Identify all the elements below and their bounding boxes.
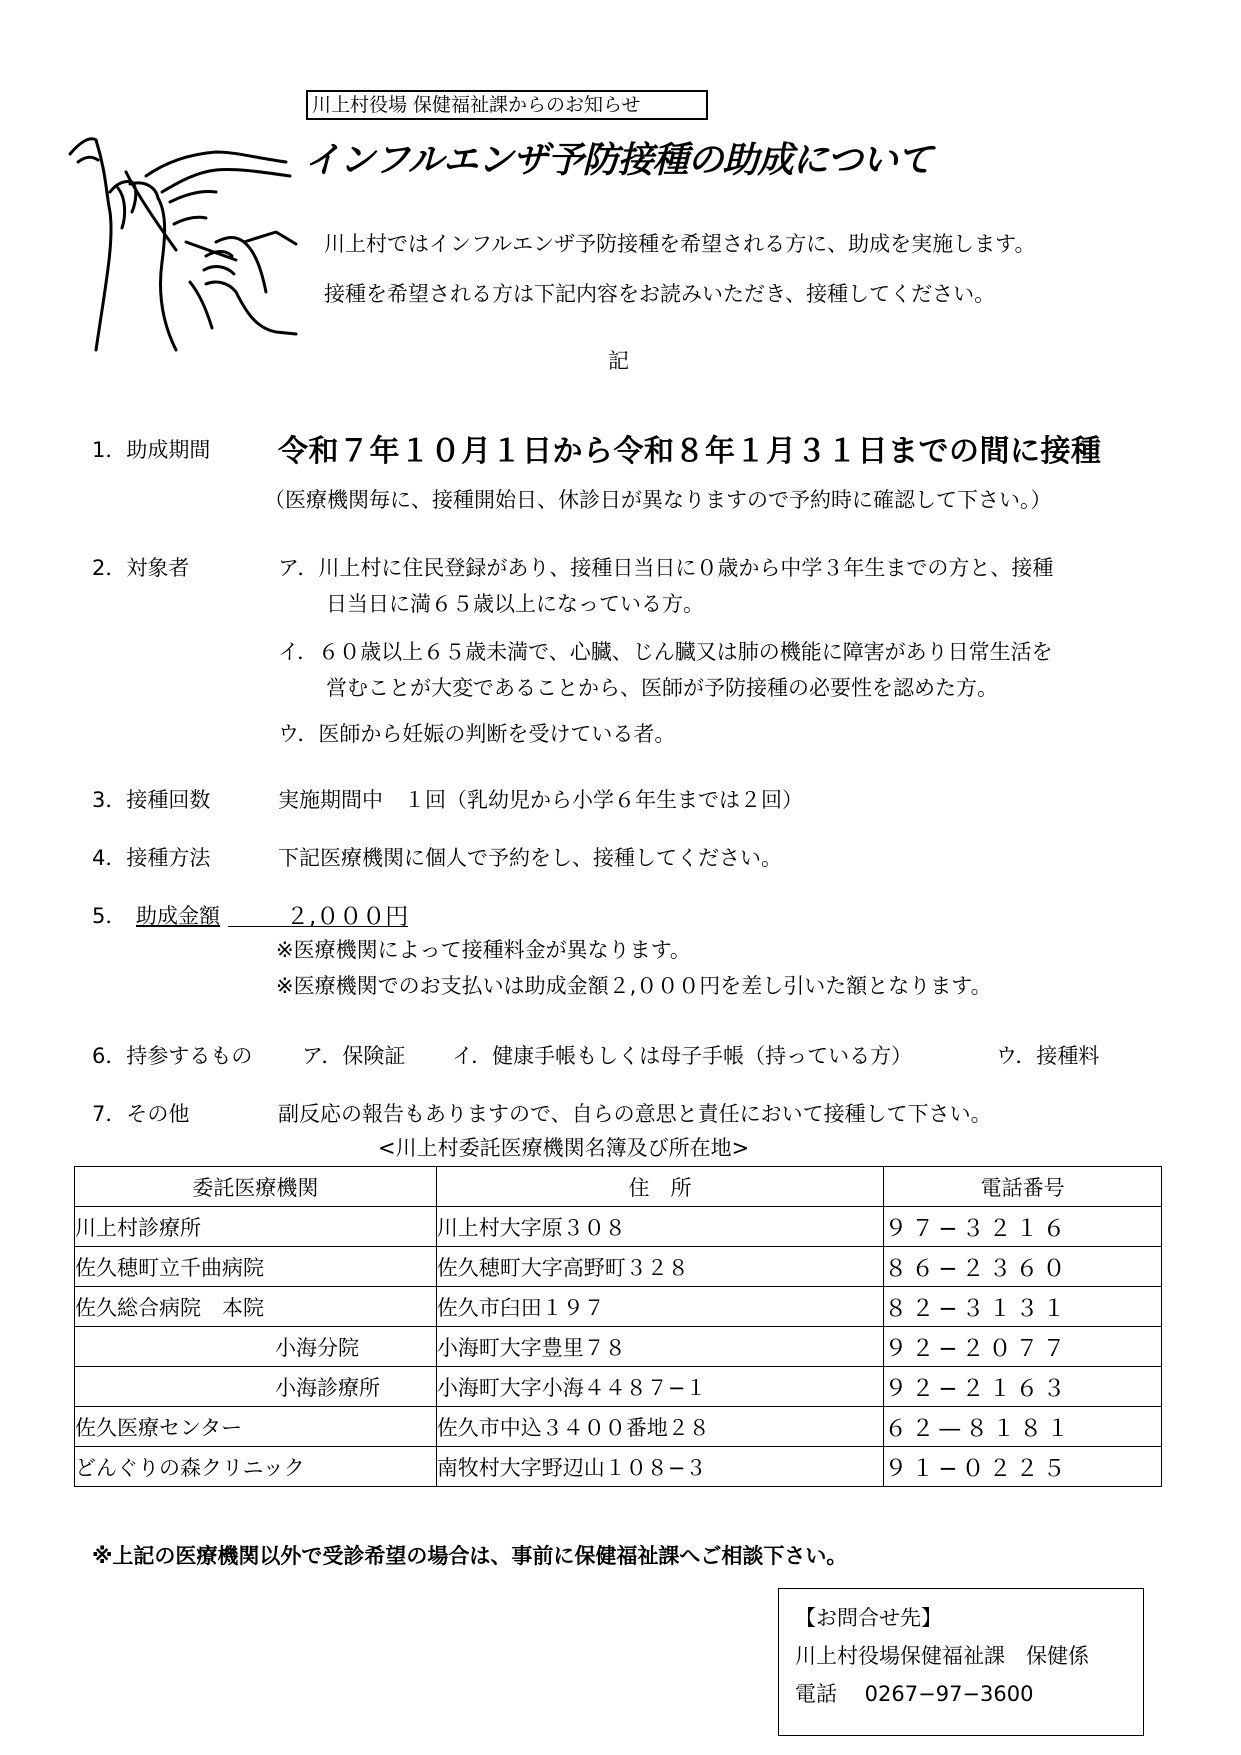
item-amount-number: 5． xyxy=(92,904,127,928)
table-row xyxy=(75,1367,1162,1407)
clinic-address: 川上村大字原３０８ xyxy=(436,1207,883,1247)
table-row xyxy=(75,1407,1162,1447)
item-period-main: 令和７年１０月１日から令和８年１月３１日までの間に接種 xyxy=(278,434,1102,469)
contact-department: 川上村役場保健福祉課 保健係 xyxy=(795,1644,1089,1668)
clinic-name: 川上村診療所 xyxy=(75,1207,437,1247)
table-row xyxy=(75,1287,1162,1327)
item-target-i-line1: イ．６０歳以上６５歳未満で、心臓、じん臓又は肺の機能に障害があり日常生活を xyxy=(278,640,1053,664)
vaccination-illustration xyxy=(66,132,298,354)
clinic-phone: ９２−２１６３ xyxy=(884,1367,1162,1407)
table-caption: <川上村委託医療機関名簿及び所在地> xyxy=(378,1136,750,1160)
clinic-name: 小海診療所 xyxy=(75,1367,437,1407)
intro-line-1: 川上村ではインフルエンザ予防接種を希望される方に、助成を実施します。 xyxy=(324,232,1036,256)
item-bring-a: ア．保険証 xyxy=(302,1044,406,1068)
clinic-name: 小海分院 xyxy=(75,1327,437,1367)
ki-marker: 記 xyxy=(608,349,629,373)
clinic-phone: ６２—８１８１ xyxy=(884,1407,1162,1447)
item-bring-label: 6．持参するもの xyxy=(92,1044,253,1068)
clinic-phone: ８６−２３６０ xyxy=(884,1247,1162,1287)
clinic-address: 佐久穂町大字高野町３２８ xyxy=(436,1247,883,1287)
item-target-label: 2．対象者 xyxy=(92,556,190,580)
amount-underline xyxy=(228,926,408,927)
clinic-phone: ８２−３１３１ xyxy=(884,1287,1162,1327)
table-row xyxy=(75,1207,1162,1247)
table-row xyxy=(75,1447,1162,1487)
contact-box xyxy=(778,1588,1144,1736)
item-count-text: 実施期間中 １回（乳幼児から小学６年生までは２回） xyxy=(278,788,803,812)
header-phone: 電話番号 xyxy=(884,1167,1162,1207)
clinic-address: 佐久市中込３４００番地２８ xyxy=(436,1407,883,1447)
page-title: インフルエンザ予防接種の助成について xyxy=(304,140,932,181)
clinic-name: 佐久総合病院 本院 xyxy=(75,1287,437,1327)
intro-line-2: 接種を希望される方は下記内容をお読みいただき、接種してください。 xyxy=(324,282,996,306)
table-row xyxy=(75,1327,1162,1367)
header-address: 住 所 xyxy=(436,1167,883,1207)
consultation-note: ※上記の医療機関以外で受診希望の場合は、事前に保健福祉課へご相談下さい。 xyxy=(92,1544,848,1568)
contact-title: 【お問合せ先】 xyxy=(795,1606,942,1630)
item-bring-u: ウ．接種料 xyxy=(996,1044,1100,1068)
item-method-text: 下記医療機関に個人で予約をし、接種してください。 xyxy=(278,846,782,870)
item-other-label: 7．その他 xyxy=(92,1102,190,1126)
item-count-label: 3．接種回数 xyxy=(92,788,211,812)
item-period-note: （医療機関毎に、接種開始日、休診日が異なりますので予約時に確認して下さい。） xyxy=(264,488,1052,512)
clinic-phone: ９１−０２２５ xyxy=(884,1447,1162,1487)
department-notice-box xyxy=(306,90,708,120)
item-amount-note-2: ※医療機関でのお支払いは助成金額２,０００円を差し引いた額となります。 xyxy=(276,974,992,998)
item-target-u: ウ．医師から妊娠の判断を受けている者。 xyxy=(278,722,676,746)
item-amount-note-1: ※医療機関によって接種料金が異なります。 xyxy=(276,938,691,962)
clinic-address: 佐久市臼田１９７ xyxy=(436,1287,883,1327)
clinic-phone: ９７−３２１６ xyxy=(884,1207,1162,1247)
item-target-a-line1: ア．川上村に住民登録があり、接種日当日に０歳から中学３年生までの方と、接種 xyxy=(278,556,1054,580)
table-row xyxy=(75,1247,1162,1287)
item-bring-i: イ．健康手帳もしくは母子手帳（持っている方） xyxy=(452,1044,913,1068)
clinic-name: 佐久医療センター xyxy=(75,1407,437,1447)
clinic-name: 佐久穂町立千曲病院 xyxy=(75,1247,437,1287)
item-amount-label: 助成金額 xyxy=(136,904,220,928)
item-target-i-line2: 営むことが大変であることから、医師が予防接種の必要性を認めた方。 xyxy=(326,676,998,700)
item-period-label: 1．助成期間 xyxy=(92,438,211,462)
clinic-name: どんぐりの森クリニック xyxy=(75,1447,437,1487)
item-target-a-line2: 日当日に満６５歳以上になっている方。 xyxy=(326,592,704,616)
clinic-address: 小海町大字小海４４８７−１ xyxy=(436,1367,883,1407)
contact-phone: 電話 0267−97−3600 xyxy=(795,1682,1034,1706)
item-other-text: 副反応の報告もありますので、自らの意思と責任において接種して下さい。 xyxy=(278,1102,992,1126)
department-notice: 川上村役場 保健福祉課からのお知らせ xyxy=(312,94,641,116)
clinic-address: 小海町大字豊里７８ xyxy=(436,1327,883,1367)
item-method-label: 4．接種方法 xyxy=(92,846,211,870)
clinic-table xyxy=(74,1166,1162,1487)
header-clinic: 委託医療機関 xyxy=(75,1167,437,1207)
clinic-address: 南牧村大字野辺山１０８−３ xyxy=(436,1447,883,1487)
table-header-row xyxy=(75,1167,1162,1207)
clinic-phone: ９２−２０７７ xyxy=(884,1327,1162,1367)
item-amount-value: ２,０００円 xyxy=(286,904,409,930)
